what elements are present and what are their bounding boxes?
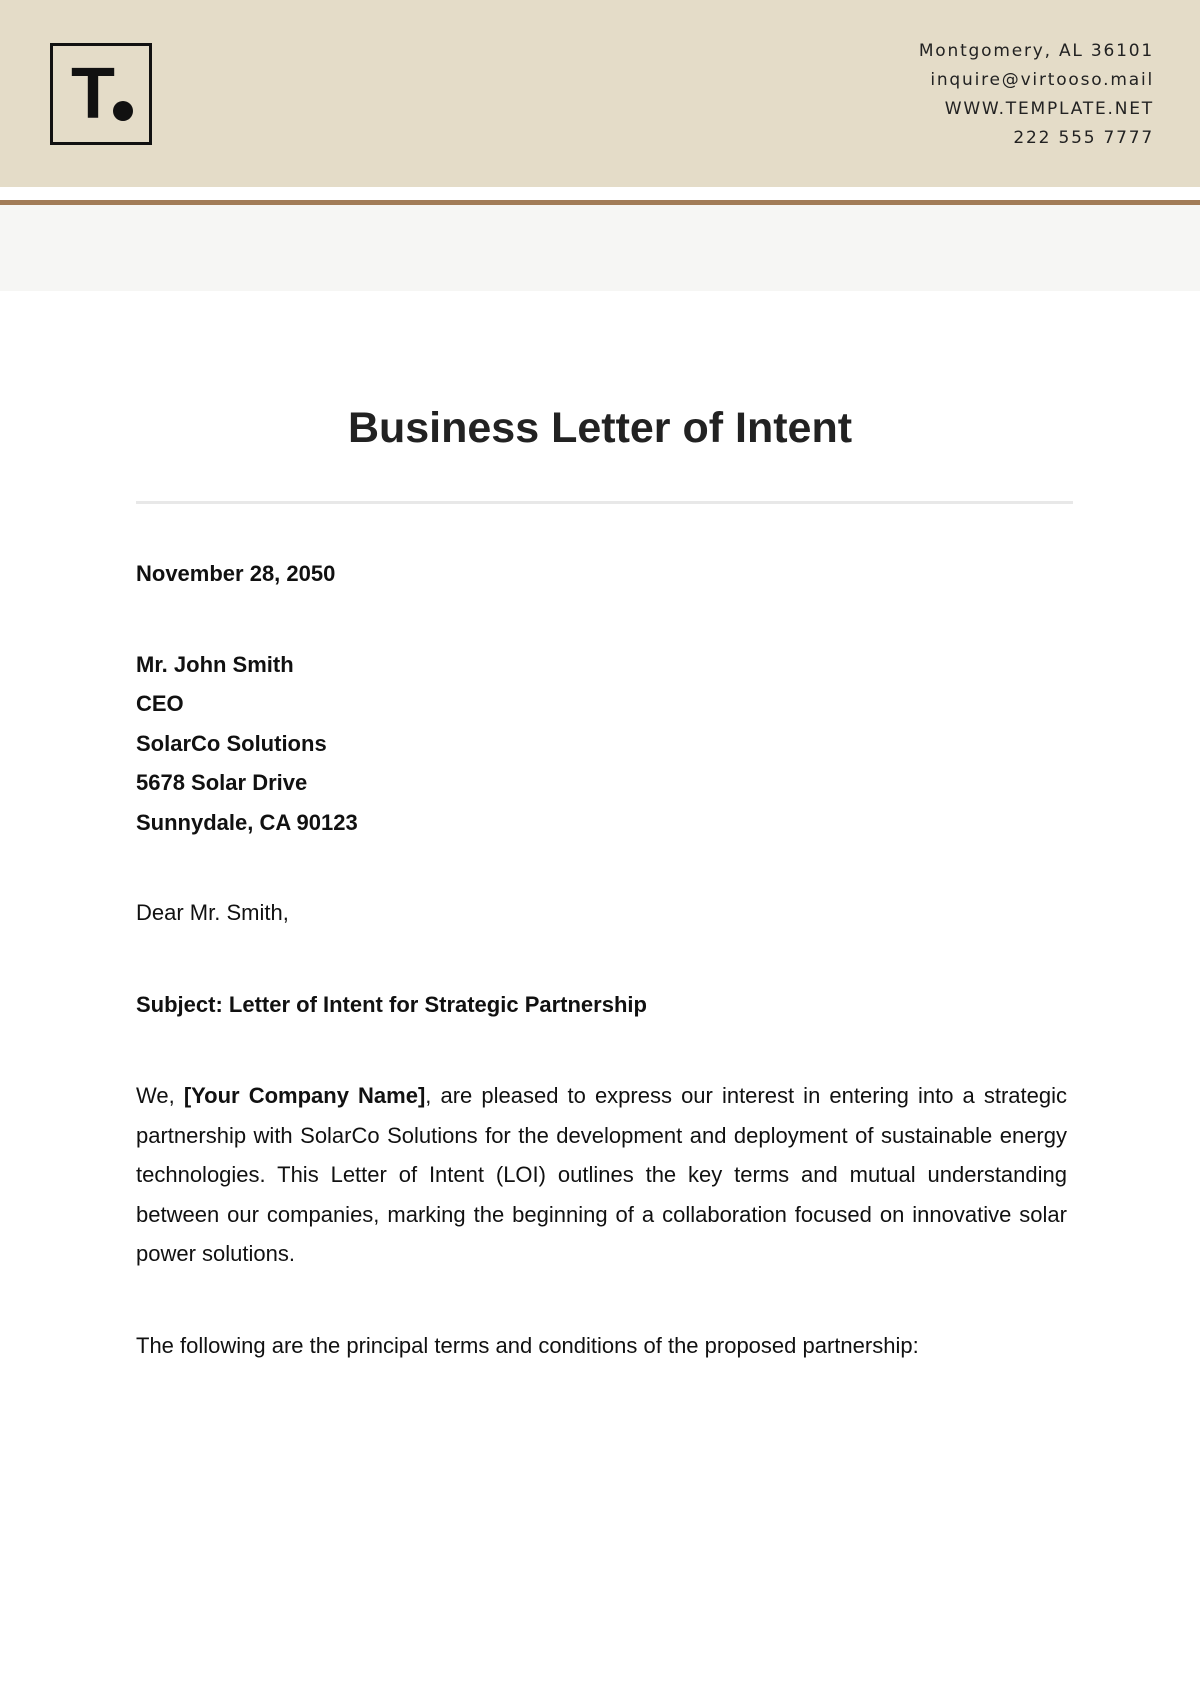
contact-email: inquire@virtooso.mail [930,70,1154,90]
subject-line: Subject: Letter of Intent for Strategic Partnership [136,991,647,1017]
contact-website: WWW.TEMPLATE.NET [944,99,1154,119]
intro-text: , are pleased to express our interest in entering into a strategic partnership with SolarCo Solutions for the development and deployment of sustainable energy technologies. This Letter of Intent (LOI) outlines the key terms and mutual understanding between our companies, marking the beginning of a collaboration focused on innovative solar power solutions. [136,1083,1068,1266]
recipient-name: Mr. John Smith [136,651,294,677]
letter-date: November 28, 2050 [136,561,336,586]
logo-letter: T [71,54,113,134]
letterhead-header [0,0,1200,187]
salutation: Dear Mr. Smith, [136,900,289,925]
recipient-position: CEO [136,691,184,716]
intro-paragraph [136,1076,1067,1274]
intro-prefix: We, [136,1083,184,1108]
document-title: Business Letter of Intent [347,404,853,452]
letter-body [136,554,1067,1365]
contact-block [919,37,1154,153]
contact-address: Montgomery, AL 36101 [918,41,1154,61]
title-divider [136,501,1073,504]
company-name-placeholder: [Your Company Name] [183,1083,426,1108]
contact-phone: 222 555 7777 [1013,128,1154,148]
recipient-block [136,645,1067,843]
recipient-street: 5678 Solar Drive [136,770,308,795]
logo-dot-icon [113,101,133,121]
recipient-company: SolarCo Solutions [136,730,327,756]
terms-intro: The following are the principal terms and conditions of the proposed partnership: [136,1332,919,1358]
header-band [0,205,1200,291]
recipient-city: Sunnydale, CA 90123 [136,809,358,835]
company-logo [50,43,152,145]
